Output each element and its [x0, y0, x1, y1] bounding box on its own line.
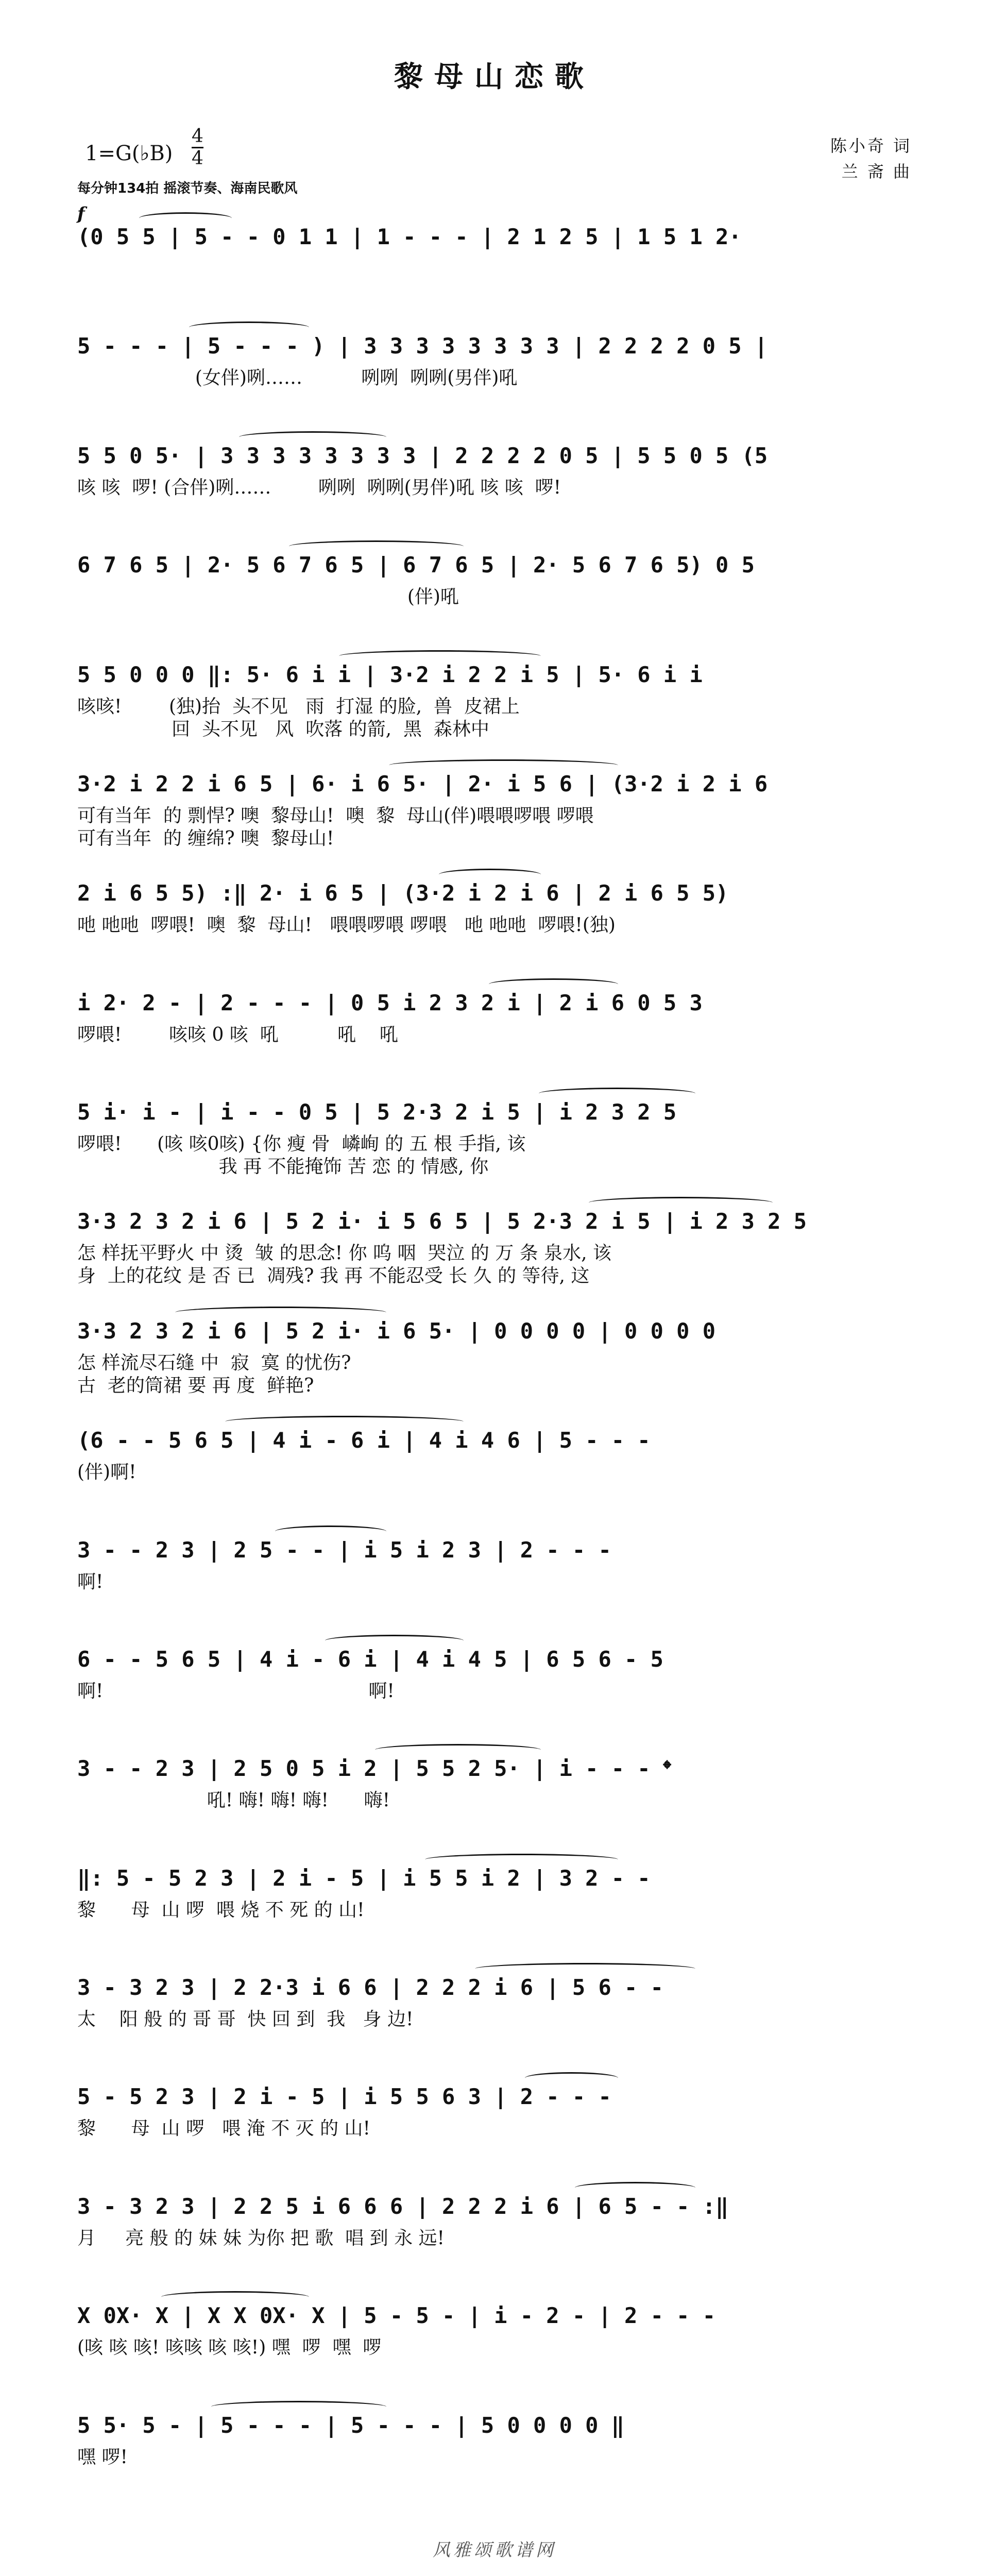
slur-mark: [575, 2182, 695, 2194]
slur-mark: [375, 1744, 541, 1756]
lyric-line: 月 亮 般 的 妹 妹 为你 把 歌 唱 到 永 远!: [77, 2228, 445, 2249]
slur-mark: [389, 759, 618, 771]
slur-mark: [425, 1854, 618, 1866]
slur-mark: [525, 2072, 618, 2084]
notation-line: 5 - - - | 5 - - - ) | 3 3 3 3 3 3 3 3 | 2 2 2 2 0 5 |: [77, 333, 768, 359]
notation-line: 2 i 6 5 5) :‖ 2· i 6 5 | (3·2 i 2 i 6 | 2 i 6 5 5): [77, 880, 729, 906]
lyric-line: 怎 样流尽石缝 中 寂 寞 的忧伤?: [77, 1352, 351, 1374]
time-signature-top: 4: [192, 126, 203, 147]
notation-line: 3 - - 2 3 | 2 5 - - | i 5 i 2 3 | 2 - - -: [77, 1537, 611, 1563]
composer: 兰 斋 曲: [841, 162, 912, 181]
lyric-line: (女伴)咧…… 咧咧 咧咧(男伴)吼: [77, 367, 518, 388]
lyric-line: 我 再 不能掩饰 苦 恋 的 情感, 你: [77, 1156, 489, 1177]
slur-mark: [325, 1635, 464, 1647]
lyric-line: 啰喂! (咳 咳0咳) {你 瘦 骨 嶙峋 的 五 根 手指, 该: [77, 1133, 526, 1155]
notation-line: 6 7 6 5 | 2· 5 6 7 6 5 | 6 7 6 5 | 2· 5 6 7 6 5) 0 5: [77, 552, 755, 578]
time-signature: [192, 126, 203, 169]
watermark-footer: 风雅颂歌谱网: [433, 2540, 556, 2561]
lyric-line: 怎 样抚平野火 中 烫 皱 的思念! 你 呜 咽 哭泣 的 万 条 泉水, 该: [77, 1243, 612, 1264]
slur-mark: [489, 978, 618, 990]
song-title: 黎母山恋歌: [394, 60, 595, 94]
slur-mark: [439, 869, 541, 880]
notation-line: (0 5 5 | 5 - - 0 1 1 | 1 - - - | 2 1 2 5 | 1 5 1 2·: [77, 224, 742, 249]
lyric-line: 身 上的花纹 是 否 已 凋残? 我 再 不能忍受 长 久 的 等待, 这: [77, 1265, 590, 1286]
notation-line: (6 - - 5 6 5 | 4 i - 6 i | 4 i 4 6 | 5 - - -: [77, 1428, 651, 1453]
lyric-line: 黎 母 山 啰 喂 淹 不 灭 的 山!: [77, 2118, 371, 2139]
notation-line: 3 - 3 2 3 | 2 2 5 i 6 6 6 | 2 2 2 i 6 | 6 5 - - :‖: [77, 2194, 729, 2219]
lyric-line: 可有当年 的 缠绵? 噢 黎母山!: [77, 828, 334, 849]
slur-mark: [225, 1416, 464, 1428]
slur-mark: [589, 1197, 773, 1209]
slur-mark: [161, 2291, 309, 2303]
notation-line: i 2· 2 - | 2 - - - | 0 5 i 2 3 2 i | 2 i 6 0 5 3: [77, 990, 703, 1015]
dynamic-mark: f: [77, 204, 85, 224]
time-signature-bottom: 4: [192, 148, 203, 169]
lyric-line: 吔 吔吔 啰喂! 噢 黎 母山! 喂喂啰喂 啰喂 吔 吔吔 啰喂!(独): [77, 914, 616, 936]
lyric-line: 黎 母 山 啰 喂 烧 不 死 的 山!: [77, 1900, 365, 1921]
notation-line: 3 - 3 2 3 | 2 2·3 i 6 6 | 2 2 2 i 6 | 5 6 - -: [77, 1975, 663, 2000]
slur-mark: [475, 1963, 695, 1975]
notation-line: 5 5 0 5· | 3 3 3 3 3 3 3 3 | 2 2 2 2 0 5 | 5 5 0 5 (5: [77, 443, 768, 468]
slur-mark: [539, 1088, 695, 1099]
lyric-line: (伴)吼: [77, 586, 459, 607]
slur-mark: [139, 212, 232, 224]
notation-line: 5 - 5 2 3 | 2 i - 5 | i 5 5 6 3 | 2 - - -: [77, 2084, 611, 2109]
lyric-line: 回 头不见 风 吹落 的箭, 黑 森林中: [77, 719, 489, 740]
slur-mark: [275, 1526, 386, 1537]
lyric-line: 嘿 啰!: [77, 2447, 128, 2468]
tempo-marking: 每分钟134拍 摇滚节奏、海南民歌风: [77, 181, 298, 196]
notation-line: 5 i· i - | i - - 0 5 | 5 2·3 2 i 5 | i 2 3 2 5: [77, 1099, 677, 1125]
key-signature: 1=G(♭B): [85, 142, 173, 165]
slur-mark: [211, 2401, 386, 2413]
lyric-line: 可有当年 的 剽悍? 噢 黎母山! 噢 黎 母山(伴)喂喂啰喂 啰喂: [77, 805, 594, 826]
slur-mark: [189, 321, 309, 333]
lyricist: 陈小奇 词: [830, 136, 912, 156]
notation-line: 3·2 i 2 2 i 6 5 | 6· i 6 5· | 2· i 5 6 | (3·2 i 2 i 6: [77, 771, 768, 796]
lyric-line: 咳 咳 啰! (合伴)咧…… 咧咧 咧咧(男伴)吼 咳 咳 啰!: [77, 477, 561, 498]
slur-mark: [239, 431, 386, 443]
notation-line: X 0X· X | X X 0X· X | 5 - 5 - | i - 2 - | 2 - - -: [77, 2303, 716, 2328]
lyric-line: 太 阳 般 的 哥 哥 快 回 到 我 身 边!: [77, 2009, 414, 2030]
notation-line: 3 - - 2 3 | 2 5 0 5 i 2 | 5 5 2 5· | i - - - 𝄌: [77, 1756, 671, 1781]
lyric-line: 啊! 啊!: [77, 1681, 395, 1702]
slur-mark: [289, 540, 464, 552]
notation-line: 3·3 2 3 2 i 6 | 5 2 i· i 5 6 5 | 5 2·3 2 i 5 | i 2 3 2 5: [77, 1209, 807, 1234]
slur-mark: [339, 650, 541, 662]
lyric-line: (伴)啊!: [77, 1462, 137, 1483]
notation-line: 5 5 0 0 0 ‖: 5· 6 i i | 3·2 i 2 2 i 5 | 5· 6 i i: [77, 662, 703, 687]
slur-mark: [175, 1307, 386, 1318]
notation-line: 6 - - 5 6 5 | 4 i - 6 i | 4 i 4 5 | 6 5 6 - 5: [77, 1647, 663, 1672]
lyric-line: 吼! 嗨! 嗨! 嗨! 嗨!: [77, 1790, 390, 1811]
lyric-line: 古 老的筒裙 要 再 度 鲜艳?: [77, 1375, 314, 1396]
notation-line: ‖: 5 - 5 2 3 | 2 i - 5 | i 5 5 i 2 | 3 2 - -: [77, 1866, 651, 1891]
lyric-line: (咳 咳 咳! 咳咳 咳 咳!) 嘿 啰 嘿 啰: [77, 2337, 382, 2358]
notation-line: 3·3 2 3 2 i 6 | 5 2 i· i 6 5· | 0 0 0 0 | 0 0 0 0: [77, 1318, 716, 1344]
lyric-line: 咳咳! (独)抬 头不见 雨 打湿 的脸, 兽 皮裙上: [77, 696, 520, 717]
lyric-line: 啊!: [77, 1571, 104, 1592]
notation-line: 5 5· 5 - | 5 - - - | 5 - - - | 5 0 0 0 0 ‖: [77, 2413, 625, 2438]
lyric-line: 啰喂! 咳咳 0 咳 吼 吼 吼: [77, 1024, 398, 1045]
